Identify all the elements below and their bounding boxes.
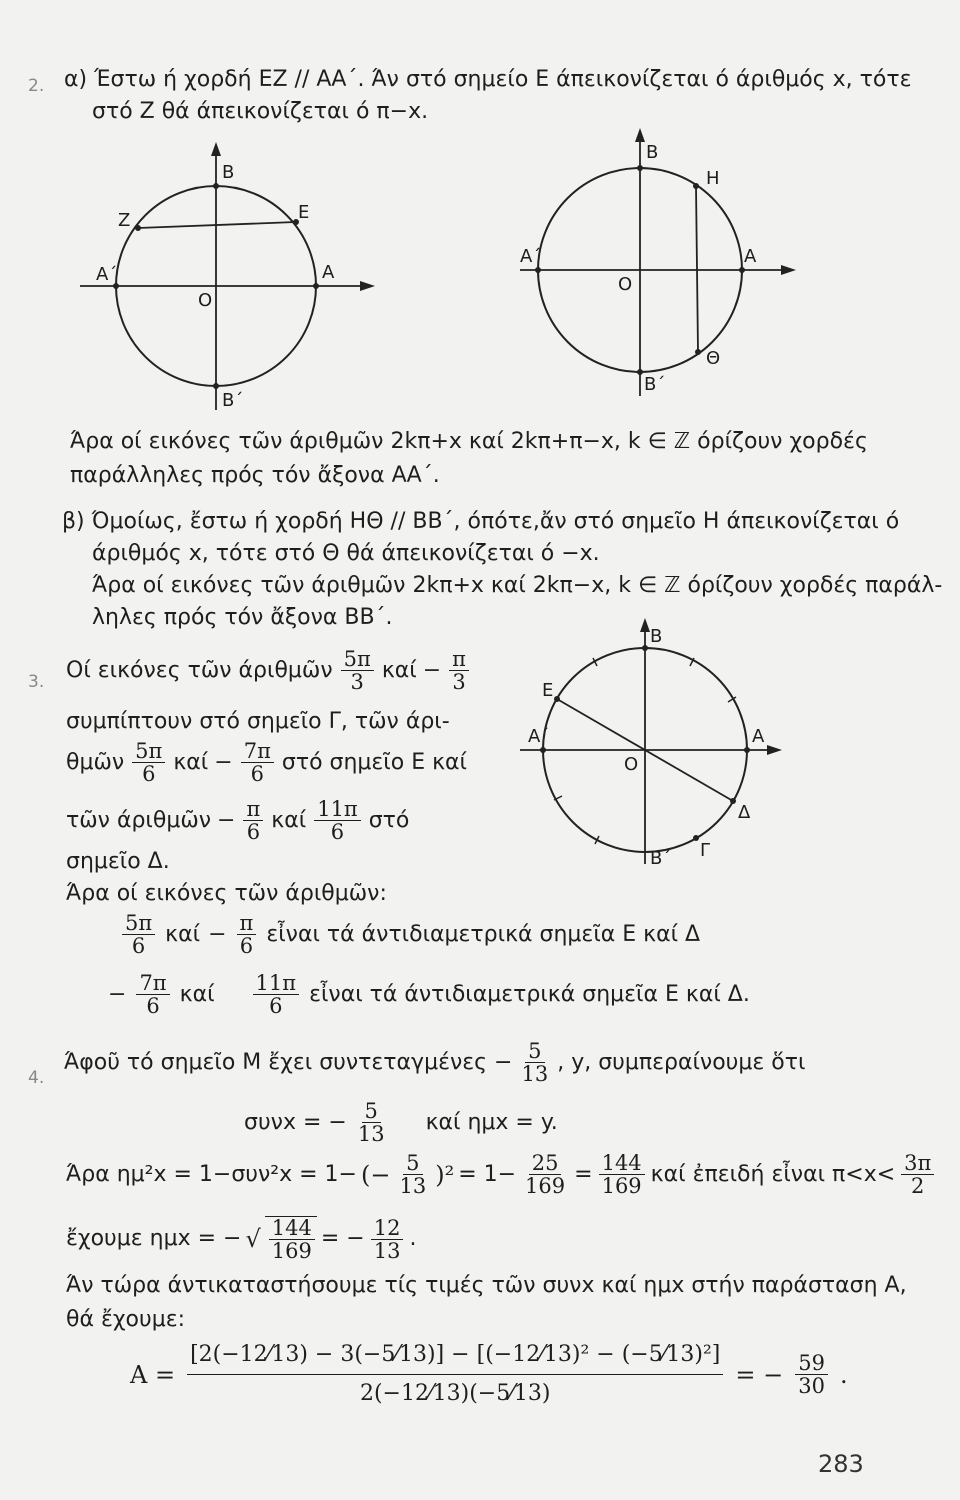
s2-a-label: α)	[64, 67, 88, 92]
s2-b-line4: ληλες πρός τόν ἄξονα ΒΒ΄.	[92, 605, 393, 630]
s4-line1	[64, 1040, 805, 1085]
fraction-3pi-over-2: $\frac{3\pi}{2}$	[901, 1152, 934, 1197]
s3-line3-end: στό σημεῖο Ε καί	[281, 749, 467, 775]
label-D: Δ	[738, 802, 751, 823]
label-A: A	[752, 726, 765, 747]
arrow-up-icon	[640, 618, 650, 632]
s2-a-result2: παράλληλες πρός τόν ἄξονα ΑΑ΄.	[70, 463, 440, 488]
chord-ZE	[138, 222, 296, 228]
s4-line4	[66, 1216, 416, 1262]
s4-line3	[66, 1152, 936, 1197]
s4-line6: θά ἔχουμε:	[66, 1307, 186, 1332]
s2-b-label: β)	[62, 509, 85, 534]
fraction-pi-over-6: $\frac{\pi}{6}$	[243, 798, 263, 843]
kai: καί	[165, 921, 201, 947]
fraction-5pi-over-3: $\frac{5\pi}{3}$	[341, 648, 374, 693]
s3-diam1	[120, 912, 700, 957]
label-E: E	[542, 680, 554, 701]
point-B	[213, 183, 219, 189]
s3-line4-text: τῶν άριθμῶν	[66, 807, 212, 833]
fraction-7pi-over-6: $\frac{7\pi}{6}$	[136, 972, 169, 1017]
A-denominator: 2(−12⁄13)(−5⁄13)	[359, 1381, 551, 1406]
point-B	[642, 645, 648, 651]
fraction-5-over-13: $\frac{5}{13}$	[357, 1099, 385, 1146]
label-H: H	[706, 168, 720, 189]
s2-b-line1-text: Όμοίως, ἔστω ή χορδή ΗΘ // ΒΒ΄, όπότε,ἄν στό σημεῖο Η άπεικονίζεται ό	[91, 509, 900, 534]
point-G	[693, 835, 699, 841]
label-B1: B΄	[650, 848, 672, 868]
s3-line4	[66, 798, 409, 843]
s2-a-line1	[64, 66, 912, 94]
label-B: B	[646, 142, 659, 163]
s3-line1-text: Οί εικόνες τῶν άριθμῶν	[66, 657, 333, 683]
fraction-11pi-over-6: $\frac{11\pi}{6}$	[314, 798, 361, 843]
s2-a-line1-text: Έστω ή χορδή ΕΖ // ΑΑ΄. Άν στό σημείο Ε άπεικονίζεται ό άριθμός x, τότε	[94, 67, 912, 92]
fraction-144-over-169: $\frac{144}{169}$	[269, 1217, 315, 1262]
s4-line1-end: , y, συμπεραίνουμε ὅτι	[557, 1049, 806, 1075]
minus-sign: −	[214, 749, 233, 775]
minus-sign: −	[108, 981, 127, 1007]
s3-diam2	[108, 972, 750, 1017]
label-A: A	[322, 262, 335, 283]
point-H	[693, 183, 699, 189]
kai: καί	[381, 657, 417, 683]
label-E: E	[298, 202, 310, 223]
figure-1-chord-EZ	[70, 140, 390, 420]
label-A1: A΄	[528, 726, 550, 747]
fraction-7pi-over-6: $\frac{7\pi}{6}$	[241, 740, 274, 785]
sqrt-icon: √	[245, 1225, 261, 1253]
minus-sign: −	[217, 807, 236, 833]
page-number: 283	[818, 1450, 864, 1478]
point-A	[313, 283, 319, 289]
fraction-11pi-over-6: $\frac{11\pi}{6}$	[253, 972, 300, 1017]
arrow-right-icon	[781, 265, 796, 275]
s3-line4-end: στό	[368, 807, 410, 833]
label-Z: Z	[118, 210, 131, 231]
cos-lhs: συνx = −	[244, 1109, 347, 1135]
label-A1: A΄	[520, 246, 542, 267]
fraction-5pi-over-6: $\frac{5\pi}{6}$	[122, 912, 155, 957]
label-A: A	[744, 246, 757, 267]
point-A	[739, 267, 745, 273]
A-numerator: [2(−12⁄13) − 3(−5⁄13)] − [(−12⁄13)² − (−5⁄13)²]	[187, 1336, 723, 1375]
point-B1	[637, 369, 643, 375]
s3-line6: Άρα οί εικόνες τῶν άριθμῶν:	[66, 881, 387, 906]
label-B1: B΄	[222, 390, 244, 411]
s4-line3-end: καί ἐπειδή εἶναι π<x<	[650, 1161, 896, 1187]
section-2-number: 2.	[28, 76, 45, 96]
label-Th: Θ	[706, 348, 721, 369]
label-O: O	[198, 290, 213, 311]
paren-close: )²	[435, 1160, 455, 1189]
chord-HTh	[696, 186, 698, 352]
point-B1	[213, 383, 219, 389]
label-O: O	[624, 754, 639, 775]
arrow-right-icon	[767, 745, 782, 755]
fraction-pi-over-6: $\frac{\pi}{6}$	[237, 912, 257, 957]
dot: .	[409, 1226, 417, 1251]
minus-sign: −	[208, 921, 227, 947]
point-Th	[695, 349, 701, 355]
fraction-59-over-30: $\frac{59}{30}$	[795, 1352, 828, 1397]
eq1: = 1−	[458, 1161, 517, 1187]
label-B: B	[222, 162, 235, 183]
label-A1: A΄	[96, 264, 118, 285]
arrow-right-icon	[360, 281, 375, 291]
figure-3-unit-circle-points	[512, 618, 802, 868]
s4-line2	[244, 1100, 558, 1145]
sqrt-radicand	[265, 1216, 317, 1262]
s2-a-result1: Άρα οί εικόνες τῶν άριθμῶν 2kπ+x καί 2kπ+π−x, k ∈ ℤ όρίζουν χορδές	[70, 429, 868, 454]
s4-line1-text: Άφοῦ τό σημεῖο Μ ἔχει συντεταγμένες −	[64, 1049, 513, 1075]
paren-open: (−	[360, 1160, 391, 1189]
result-eq: = −	[735, 1360, 784, 1389]
s4-final-expression	[130, 1336, 848, 1413]
label-B: B	[650, 626, 663, 647]
s3-diam2-text: εἶναι τά άντιδιαμετρικά σημεῖα Ε καί Δ.	[309, 981, 750, 1007]
fraction-12-over-13: $\frac{12}{13}$	[371, 1217, 404, 1262]
point-D	[730, 798, 736, 804]
s2-b-line2: άριθμός x, τότε στό Θ θά άπεικονίζεται ό −x.	[92, 541, 600, 566]
A-eq: A =	[130, 1360, 176, 1389]
eq2: =	[574, 1161, 593, 1187]
eq3: = −	[320, 1226, 365, 1251]
fraction-5-over-13: $\frac{5}{13}$	[521, 1039, 549, 1086]
s4-line3-text: Άρα ημ²x = 1−συν²x = 1−	[66, 1161, 357, 1187]
point-B	[637, 165, 643, 171]
s2-b-line3: Άρα οί εικόνες τῶν άριθμῶν 2kπ+x καί 2kπ−x, k ∈ ℤ όρίζουν χορδές παράλ-	[92, 573, 943, 598]
label-G: Γ	[700, 840, 711, 861]
point-A1	[540, 747, 546, 753]
figure-2-chord-HTh	[500, 128, 820, 418]
result-dot: .	[839, 1360, 848, 1389]
kai: καί	[271, 807, 307, 833]
minus-sign: −	[422, 657, 442, 683]
fraction-25-over-169: $\frac{25}{169}$	[525, 1151, 566, 1198]
s3-line5: σημεῖο Δ.	[66, 849, 170, 874]
s3-diam1-text: εἶναι τά άντιδιαμετρικά σημεῖα Ε καί Δ	[266, 921, 701, 947]
fraction-144-over-169: $\frac{144}{169}$	[599, 1152, 645, 1197]
point-A	[744, 747, 750, 753]
point-E	[554, 696, 560, 702]
s3-line3-text: θμῶν	[66, 749, 125, 775]
section-3-number: 3.	[28, 672, 45, 692]
fraction-5pi-over-6: $\frac{5\pi}{6}$	[132, 740, 165, 785]
kai: καί	[179, 981, 215, 1007]
s3-line2: συμπίπτουν στό σημεῖο Γ, τῶν άρι-	[66, 709, 450, 734]
s4-line5: Άν τώρα άντικαταστήσουμε τίς τιμές τῶν συνx καί ημx στήν παράσταση Α,	[66, 1273, 907, 1298]
s4-line4-text: ἔχουμε ημx = −	[66, 1226, 242, 1251]
s2-b-line1	[62, 508, 899, 536]
label-O: O	[618, 274, 633, 295]
s3-line3	[66, 740, 467, 785]
s2-a-line2: στό Ζ θά άπεικονίζεται ό π−x.	[92, 99, 429, 124]
section-4-number: 4.	[28, 1068, 45, 1088]
arrow-up-icon	[635, 128, 645, 142]
arrow-up-icon	[211, 142, 221, 156]
fraction-5-over-13: $\frac{5}{13}$	[399, 1151, 427, 1198]
kai: καί	[173, 749, 209, 775]
label-B1: B΄	[644, 374, 666, 395]
big-fraction-A	[187, 1336, 723, 1413]
s3-line1	[66, 648, 471, 693]
point-A1	[535, 267, 541, 273]
fraction-pi-over-3: $\frac{\pi}{3}$	[449, 648, 469, 693]
sin-eq: καί ημx = y.	[425, 1109, 558, 1135]
point-Z	[135, 225, 141, 231]
